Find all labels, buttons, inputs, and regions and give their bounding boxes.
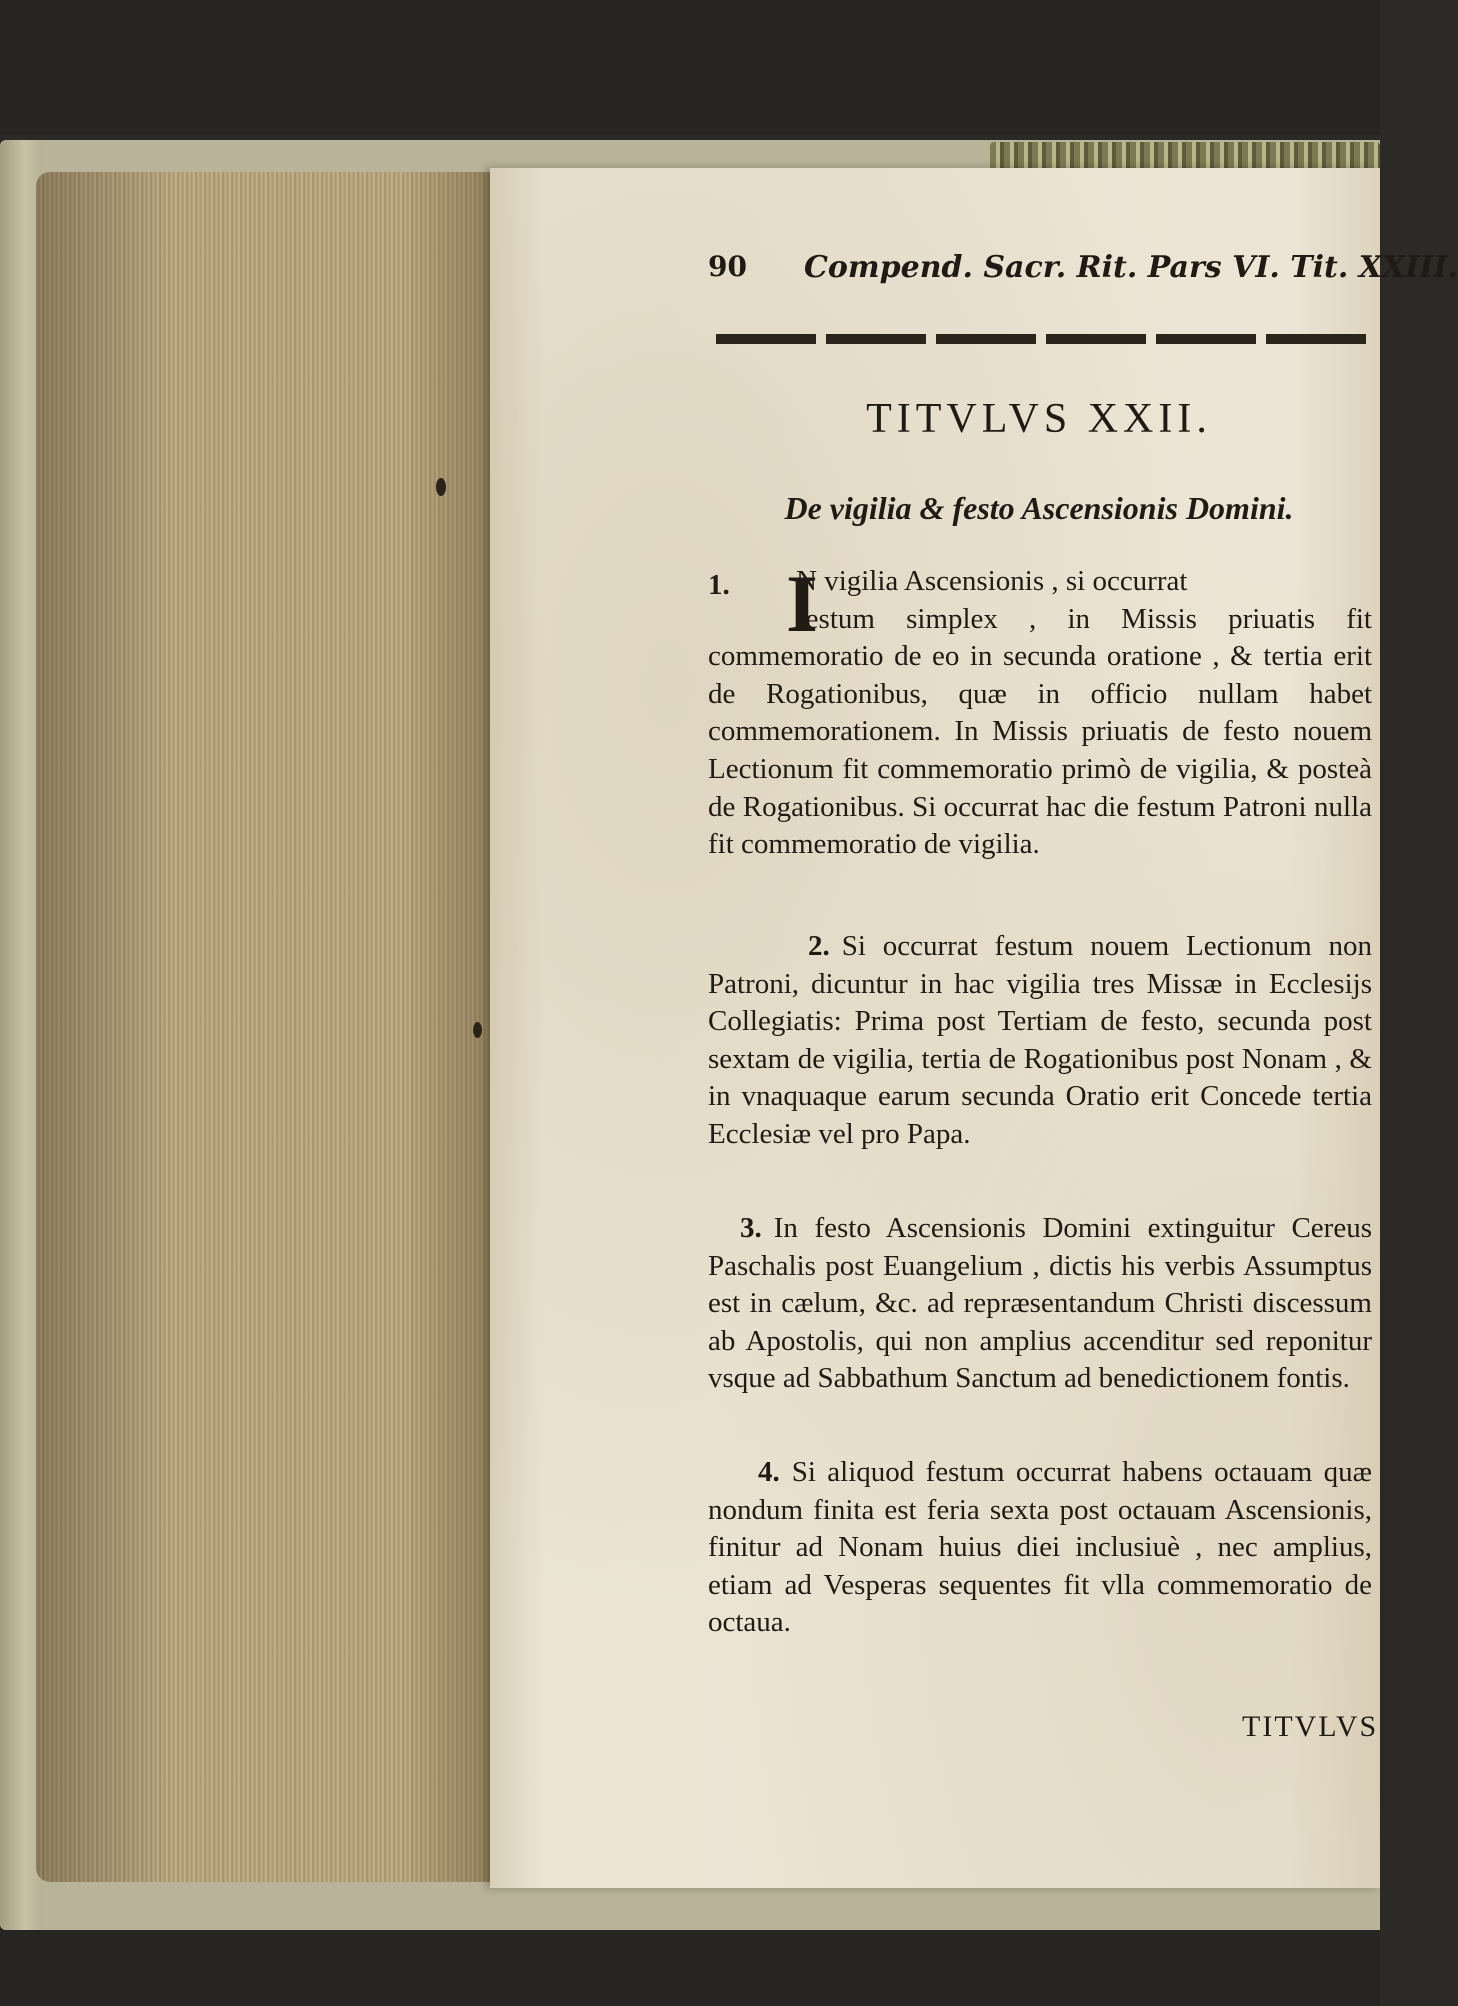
paragraph-1 (708, 558, 1372, 864)
chapter-title: TITVLVS XXII. (866, 396, 1212, 442)
ink-spot (436, 478, 446, 496)
catchword: TITVLVS (1242, 1710, 1379, 1743)
paragraph-text: Si occurrat festum nouem Lectionum non Patroni, dicuntur in hac vigilia tres Missæ in Ecclesijs Collegiatis: Prima post Tertiam de festo, secunda post sextam de vigilia, tertia de Rogationibus post Nonam , & in vnaquaque earum secunda Oratio erit Concede tertia Ecclesiæ vel pro Papa. (708, 930, 1372, 1150)
page-edges (36, 172, 492, 1882)
drop-cap: I (786, 558, 818, 649)
header-rule (716, 334, 1368, 344)
paragraph-number: 2. (808, 930, 830, 962)
paragraph-text: In festo Ascensionis Domini extinguitur Cereus Paschalis post Euangelium , dictis his verbis Assumptus est in cælum, &c. ad repræsentandum Christi discessum ab Apostolis, qui non amplius accenditur sed reponitur vsque ad Sabbathum Sanctum ad benedictionem fontis. (708, 1212, 1372, 1395)
chapter-subtitle: De vigilia & festo Ascensionis Domini. (784, 490, 1294, 526)
paragraph-2 (708, 928, 1372, 1154)
background-top (0, 0, 1380, 135)
running-head-text: Compend. Sacr. Rit. Pars VI. Tit. XXIII. (804, 250, 1458, 285)
paragraph-3 (708, 1210, 1372, 1398)
ink-spot (473, 1022, 482, 1038)
folio-number: 90 (708, 250, 747, 283)
paragraph-number: 3. (740, 1212, 762, 1244)
paragraph-number: 4. (758, 1456, 780, 1488)
paragraph-number: 1. (708, 569, 730, 601)
paragraph-text: festum simplex , in Missis priuatis fit commemoratio de eo in secunda oratione , & tertia erit de Rogationibus, quæ in officio nullam habet commemorationem. In Missis priuatis de festo nouem Lectionum fit commemoratio primò de vigilia, & posteà de Rogationibus. Si occurrat hac die festum Patroni nulla fit commemoratio de vigilia. (708, 602, 1372, 861)
paragraph-4 (708, 1454, 1372, 1642)
running-head (708, 244, 1458, 294)
paragraph-text: Si aliquod festum occurrat habens octauam quæ nondum finita est feria sexta post octauam Ascensionis, finitur ad Nonam huius diei inclusiuè , nec amplius, etiam ad Vesperas sequentes fit vlla commemoratio de octaua. (708, 1456, 1372, 1639)
paragraph-first-line: N vigilia Ascensionis , si occurrat (796, 565, 1188, 597)
